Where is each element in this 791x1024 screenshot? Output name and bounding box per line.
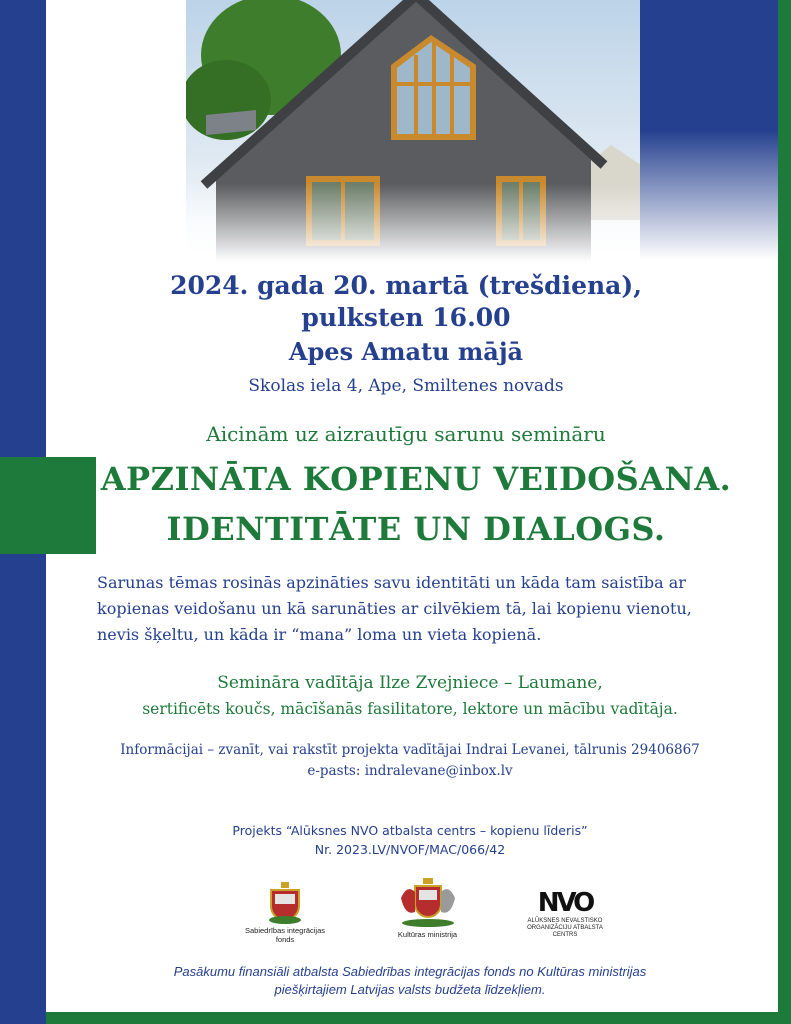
nvo-logo [515,888,615,939]
nvo-caption-1: ALŪKSNES NEVALSTISKO [527,918,603,924]
funding-note-line2: piešķirtajiem Latvijas valsts budžeta līdzekļiem. [274,982,546,997]
coat-of-arms-small-icon [265,882,305,924]
leader-role: sertificēts koučs, mācīšanās fasilitatore, lektore un mācību vadītāja. [142,700,678,718]
seminar-title-line1: APZINĀTA KOPIENU VEIDOŠANA. [100,460,732,498]
event-time: pulksten 16.00 [301,303,511,332]
description-line: kopienas veidošanu un kā sarunāties ar cilvēkiem tā, lai kopienu vienotu, [97,599,692,618]
event-date: 2024. gada 20. martā (trešdiena), [170,271,642,300]
contact-email: e-pasts: indralevane@inbox.lv [307,763,513,779]
ministry-caption: Kultūras ministrija [397,930,458,939]
description-line: Sarunas tēmas rosinās apzināties savu identitāti un kāda tam saistība ar [97,573,686,592]
sif-caption-1: Sabiedrības integrācijas [244,926,326,935]
nvo-monogram-icon: NVO [537,888,593,918]
invitation-line: Aicinām uz aizrautīgu sarunu semināru [206,422,606,446]
house-photo [186,0,640,262]
sif-caption-2: fonds [275,935,295,944]
leader-name: Semināra vadītāja Ilze Zvejniece – Laumane, [217,673,603,693]
event-venue: Apes Amatu mājā [288,337,524,366]
project-number: Nr. 2023.LV/NVOF/MAC/066/42 [314,842,506,857]
seminar-title-line2: IDENTITĀTE UN DIALOGS. [166,510,666,548]
right-green-stripe [778,0,791,1024]
contact-info: Informācijai – zvanīt, vai rakstīt projekta vadītājai Indrai Levanei, tālrunis 29406867 [120,742,700,758]
house-illustration [186,0,640,262]
project-name: Projekts “Alūksnes NVO atbalsta centrs – kopienu līderis” [232,823,588,838]
coat-of-arms-large-icon [393,878,463,928]
nvo-caption-2: ORGANIZĀCIJU ATBALSTA CENTRS [527,925,603,938]
description-line: nevis šķeltu, un kāda ir “mana” loma un vieta kopienā. [97,625,542,644]
seminar-description [97,570,727,648]
left-green-block [0,457,96,554]
bottom-green-bar [46,1012,778,1024]
sif-logo [240,882,330,944]
event-address: Skolas iela 4, Ape, Smiltenes novads [248,376,564,396]
ministry-logo [380,878,475,939]
funding-note-line1: Pasākumu finansiāli atbalsta Sabiedrības integrācijas fonds no Kultūras ministrijas [173,964,647,979]
right-blue-gradient-band [640,0,778,260]
